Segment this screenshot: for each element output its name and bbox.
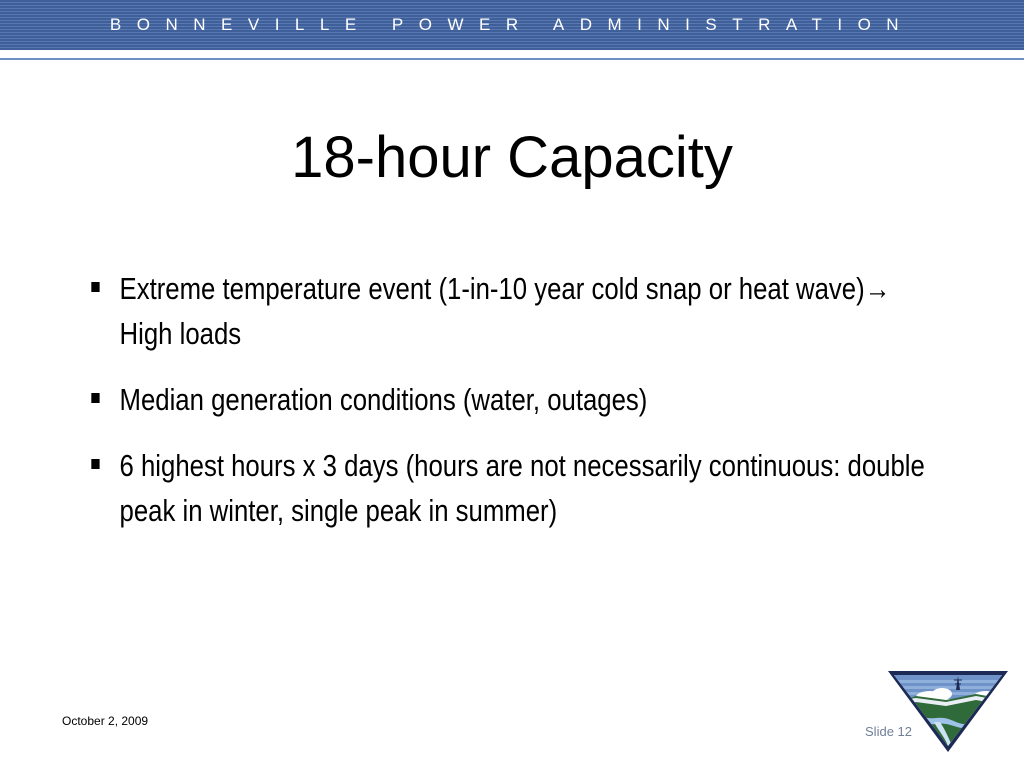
- slide-title: 18-hour Capacity: [291, 125, 733, 190]
- header-divider: [0, 58, 1024, 60]
- bullet-item: [88, 377, 950, 422]
- bullet-text: Extreme temperature event (1-in-10 year cold snap or heat wave)→ High loads: [119, 271, 891, 351]
- org-name: BONNEVILLE POWER ADMINISTRATION: [109, 15, 915, 34]
- bullet-list: [88, 266, 925, 554]
- square-bullet-icon: [91, 282, 99, 292]
- slide-number: Slide 12: [865, 724, 912, 739]
- footer-date: October 2, 2009: [62, 714, 149, 728]
- bullet-text: 6 highest hours x 3 days (hours are not necessarily continuous: double peak in winter, single peak in summer): [119, 448, 925, 528]
- header-band: [0, 0, 1024, 52]
- square-bullet-icon: [91, 393, 99, 403]
- bullet-text: Median generation conditions (water, outages): [119, 382, 648, 417]
- bpa-triangle-logo-icon: [886, 666, 1010, 754]
- bullet-item: [88, 266, 950, 356]
- bullet-item: [88, 443, 950, 533]
- square-bullet-icon: [91, 459, 99, 469]
